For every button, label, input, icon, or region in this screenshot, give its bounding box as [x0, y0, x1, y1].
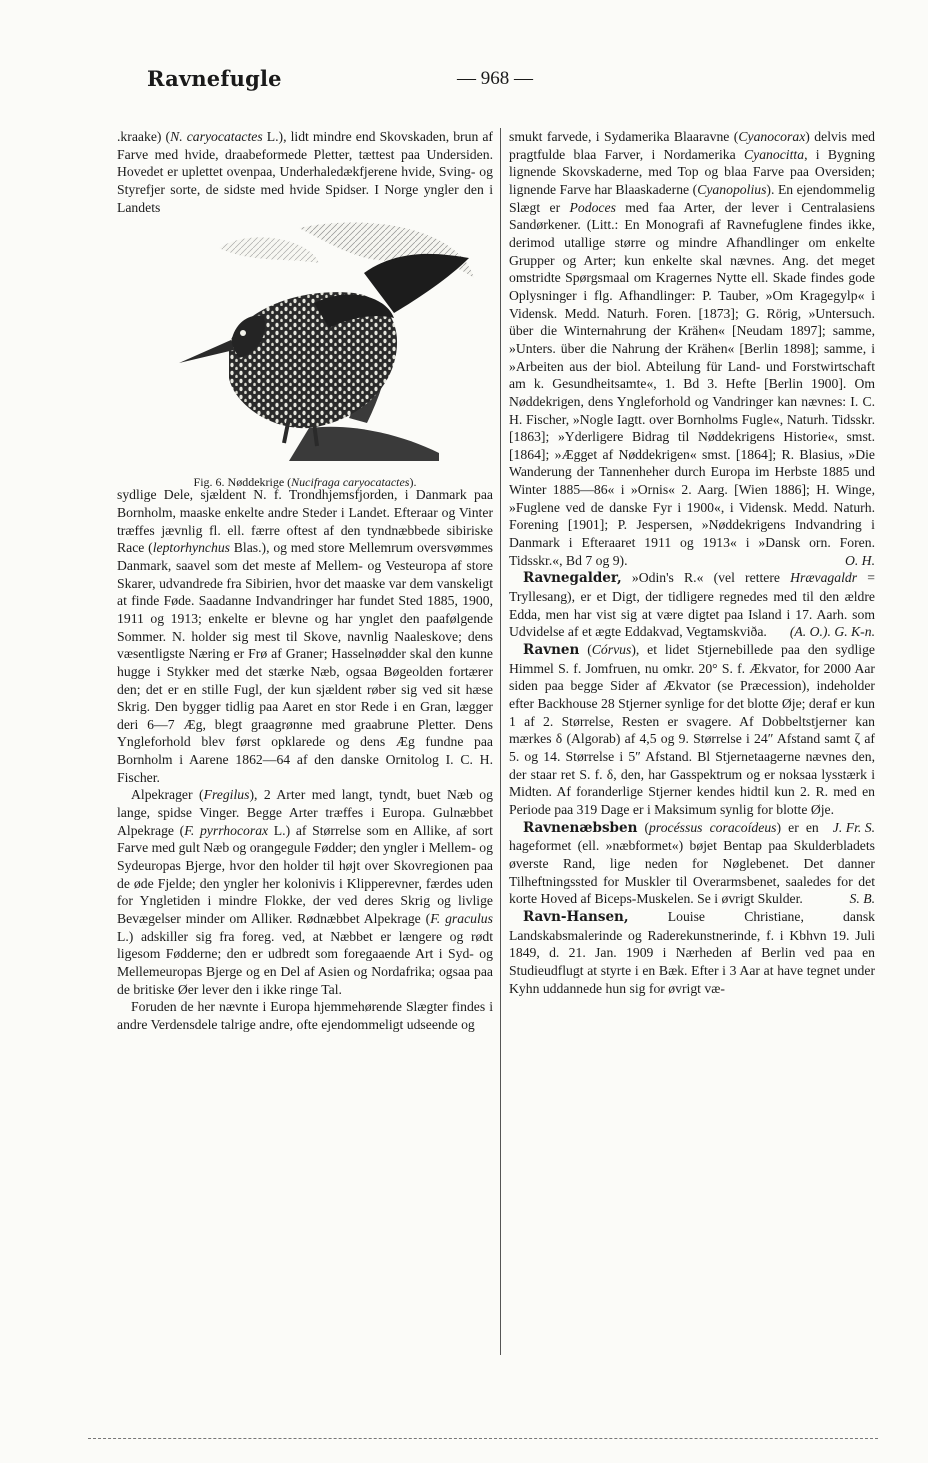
right-column — [509, 128, 875, 997]
page-number: — 968 — — [457, 68, 533, 89]
entry-ravn-hansen: Ravn-Hansen, Louise Christiane, dansk Landskabsmalerinde og Raderekunstnerinde, f. i Kbhvn 19. Juli 1849, d. 21. Jan. 1909 i Nærheden af Berlin ved paa en Studieudflugt at styrte i en Bæk. Efter i 3 Aar at have tegnet under Kyhn uddannede hun sig for øvrigt væ- — [509, 908, 875, 996]
entry-other-genera: Foruden de her nævnte i Europa hjemmehørende Slægter findes i andre Verdensdele talrige andre, ofte ejendommeligt udseende og — [117, 999, 493, 1032]
entry-alpine-choughs: Alpekrager (Fregilus), 2 Arter med langt, tyndt, buet Næb og lange, spidse Vinger. Begge Arter træffes i Europa. Gulnæbbet Alpekrage (F. pyrrhocorax L.) af Størrelse som en Allike, af sort Farve med gult Næb og orangegule Fødder; den yngler i Mellem- og Sydeuropas Bjerge, hvor den holder til højt over Skovregionen paa de øde Fjelde; den yngler her kolonivis i Klipperevner, færdes uden for Yngletiden i mindre Flokke, der ved deres Skrig og livlige Bevægelser minder om Alliker. Rødnæbbet Alpekrage (F. graculus L.) adskiller sig fra foreg. ved, at Næbbet er længere og rødt ligesom Fødderne; den er udbredt som foregaaende Art i Syd- og Mellemeuropas Bjerge og en Del af Asien og Nordafrika; ogsaa paa de britiske Øer lever den i ikke ringe Tal. — [117, 787, 493, 997]
entry-continuation-nutcracker: .kraake) (N. caryocatactes L.), lidt mindre end Skovskaden, brun af Farve med hvide, draabeformede Pletter, tættest paa Undersiden. Hovedet er uplettet ovenpaa, Underhaledækfjerene hvide, Sving- og Styrefjer sorte, de sidste med hvide Spidser. I Norge yngler den i Landets — [117, 129, 493, 215]
author-signature: O. H. — [844, 552, 875, 568]
running-head: Ravnefugle — [147, 66, 282, 91]
entry-ravnen-constellation: Ravnen (Córvus), et lidet Stjernebillede paa den sydlige Himmel S. f. Jomfruen, nu omkr. 20° S. f. Ækvator, for 2000 Aar siden paa begge Sider af Ækvator (se Præcession), indeholder efter Backhouse 28 Stjerner synlige for det blotte Øje; deraf er kun 1 af 2. Størrelse, Resten er svagere. Af Dobbeltstjerner kan mærkes δ (Algorab) af 4,5 og 9. Størrelse i 24″ Afstand samt ζ af 5. og 14. Størrelse i 5″ Afstand. Bl Stjernetaagerne nævnes den, der staar ret S. f. δ, den, har Gasspektrum og er noksaa lysstærk i Midten. Af foranderlige Stjerner kendes hidtil kun 2. R. med en Periode paa 319 Dage er i Maksimum synlig for blotte Øje. J. Fr. S. — [509, 642, 876, 835]
nutcracker-illustration — [139, 218, 479, 461]
entry-ravnegalder: Ravnegalder, »Odin's R.« (vel rettere Hrævagaldr = Tryllesang), er et Digt, der tidligere regnedes med til den ældre Edda, men har vist sig at være digtet paa Island i 17. Aarh. som Udvidelse af et ægte Eddakvad, Vegtamskviða. (A. O.). G. K-n. — [509, 570, 875, 640]
scan-edge-line — [88, 1438, 878, 1439]
author-signature: (A. O.). G. K-n. — [789, 624, 875, 640]
lemma-ravn-hansen: Ravn-Hansen, — [523, 908, 629, 925]
figure-caption: Fig. 6. Nøddekrige (Nucifraga caryocatactes). — [193, 475, 417, 490]
author-signature: S. B. — [849, 891, 875, 907]
entry-continuation-distribution: sydlige Dele, sjældent N. f. Trondhjemsfjorden, i Danmark paa Bornholm, maaske enkelte andre Steder i Landet. Efteraar og Vinter træffes jævnlig fl. ell. færre oftest af den tyndnæbbede sibiriske Race (leptorhynchus Blas.), og med store Mellemrum oversvømmes Danmark, saavel som det meste af Mellem- og Vesteuropa af store Skarer, udvandrede fra Sibirien, hvor det maaske var dem vanskeligt at finde Føde. Saadanne Indvandringer har fundet Sted 1885, 1900, 1911 og 1913; enkelte er blevne og har ynglet den paafølgende Sommer. N. holder sig mest til Skove, navnlig Naaleskove; dens væsentligste Næring er Frø af Graner; Hasselnødder skal den kunne hugge i Stykker med det stærke Næb, ogsaa Bøgeolden fortærer den; det er en stille Fugl, der kun sjældent røber sig ved sit hæse Skrig. Den bygger tidlig paa Aaret en stor Rede i en Gran, lægger deri 6—7 Æg, blegt graagrønne med graabrune Pletter. Dens Yngleforhold blev først opklarede og dens Æg fundne paa Bornholm i Aarene 1862—64 af den danske Ornitolog I. C. H. Fischer. — [117, 487, 493, 785]
figure-nutcracker — [117, 218, 493, 490]
lemma-ravnegalder: Ravnegalder, — [523, 570, 622, 587]
page-header — [147, 66, 847, 100]
entry-ravnenaebsben: Ravnenæbsben (procéssus coracoídeus) er en hageformet (ell. »næbformet«) bøjet Bentap paa Skulderbladets øverste Rand, lige neden for Nøglebenet. Det danner Tilheftningssted for Muskler til Overarmsbenet, saaledes for det korte Hoved af Biceps-Muskelen. Se i øvrigt Skulder. S. B. — [509, 819, 875, 907]
entry-corvid-literature: smukt farvede, i Sydamerika Blaaravne (Cyanocorax) delvis med pragtfulde blaa Farver, i Nordamerika Cyanocitta, i Bygning lignende Skovskaderne, med Top og blaa Farve paa Oversiden; lignende Farve har Blaaskaderne (Cyanopolius). En ejendommelig Slægt er Podoces med faa Arter, der lever i Centralasiens Sandørkener. (Litt.: En Monografi af Ravnefuglene findes ikke, derimod utallige større og mindre Afhandlinger om enkelte Grupper og Arter; kun enkelte skal nævnes. Ang. det meget omstridte Spørgsmaal om Kragernes Nytte ell. Skade findes gode Oplysninger i flg. Afhandlinger: P. Tauber, »Om Kragegylp« i Vidensk. Medd. Naturh. Foren. [1873]; G. Rörig, »Untersuch. über die Winternahrung der Krähen« [Neudam 1897]; samme, »Unters. über die Nahrung der Krähen« [Berlin 1898]; samme, i »Arbeiten aus der biol. Abteilung für Land- und Forstwirtschaft am k. Gesundheitsamte«, 1. Bd 3. Hefte [Berlin 1900]. Om Nøddekrigen, dens Yngleforhold og Vandringer kan nævnes: I. C. H. Fischer, »Nogle Iagtt. over Bornholms Fugle«, Naturh. Tidsskr. [1863]; »Yderligere Bidrag til Nøddekrigens Historie«, smst. [1864]; »Ægget af Nøddekrigen« smst. [1864]; R. Blasius, »Die Wanderung der Tannenheher durch Europa im Herbste 1885 und Winter 1885—86« i »Ornis« 2. Aarg. [Wien 1886]; H. Winge, »Fuglene ved de danske Fyr i 1900«, i Vidensk. Medd. Naturh. Forening [1901]; P. Jespersen, »Nøddekrigens Indvandring i Danmark i Efteraaret 1911 og 1913« i »Dansk orn. Foren. Tidsskr.«, Bd 7 og 9). O. H. — [509, 129, 875, 568]
lemma-ravnenaebsben: Ravnenæbsben — [523, 819, 638, 836]
author-signature: J. Fr. S. — [832, 819, 875, 835]
column-rule — [500, 128, 501, 1355]
left-column — [117, 128, 493, 1034]
lemma-ravnen: Ravnen — [523, 642, 580, 659]
